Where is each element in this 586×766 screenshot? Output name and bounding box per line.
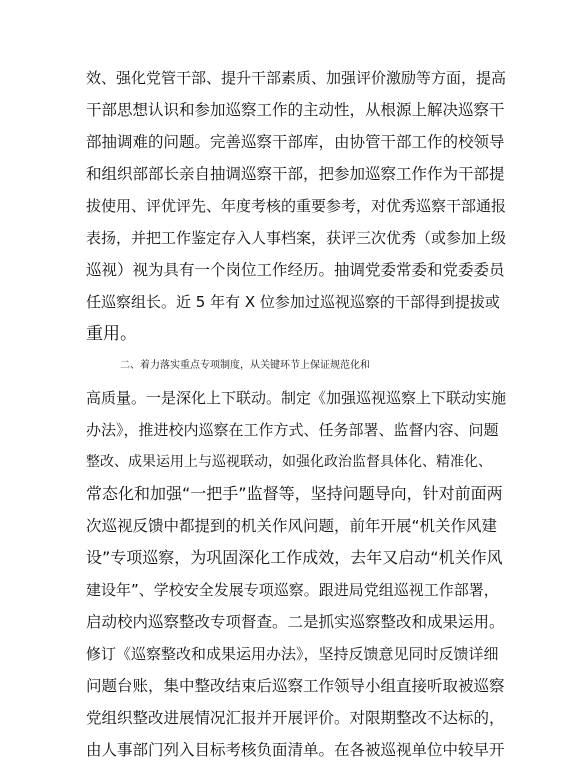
section-heading-line: 二、着力落实重点专项制度，从关键环节上保证规范化和 [120, 360, 370, 371]
text-line: 效、强化党管干部、提升干部素质、加强评价激励等方面，提高 [86, 69, 507, 87]
text-line: 次巡视反馈中都提到的机关作风问题，前年开展“机关作风建 [86, 517, 498, 535]
text-line: 建设年”、学校安全发展专项巡察。跟进局党组巡视工作部署， [86, 581, 499, 599]
text-line: 由人事部门列入目标考核负面清单。在各被巡视单位中较早开 [86, 741, 505, 759]
text-line: 党组织整改进展情况汇报并开展评价。对限期整改不达标的， [86, 709, 505, 727]
text-line: 拔使用、评优评先、年度考核的重要参考，对优秀巡察干部通报 [86, 197, 507, 215]
text-line: 高质量。一是深化上下联动。制定《加强巡视巡察上下联动实施 [86, 389, 507, 407]
text-line: 巡视）视为具有一个岗位工作经历。抽调党委常委和党委委员 [86, 261, 505, 279]
text-line: 启动校内巡察整改专项督查。二是抓实巡察整改和成果运用。 [86, 613, 505, 631]
text-line: 部抽调难的问题。完善巡察干部库，由协管干部工作的校领导 [86, 133, 505, 151]
text-line: 任巡察组长。近 5 年有 X 位参加过巡视巡察的干部得到提拔或 [86, 293, 500, 311]
text-line: 干部思想认识和参加巡察工作的主动性，从根源上解决巡察干 [86, 101, 505, 119]
text-line: 设”专项巡察，为巩固深化工作成效，去年又启动“机关作风 [86, 548, 503, 567]
text-line: 修订《巡察整改和成果运用办法》，坚持反馈意见同时反馈详细 [86, 645, 499, 663]
text-line: 重用。 [86, 324, 137, 344]
text-line: 问题台账，集中整改结束后巡察工作领导小组直接听取被巡察 [86, 677, 505, 695]
text-line: 办法》，推进校内巡察在工作方式、任务部署、监督内容、问题 [86, 421, 499, 439]
text-line: 整改、成果运用上与巡视联动，如强化政治监督具体化、精准化、 [86, 454, 492, 470]
text-line: 和组织部部长亲自抽调巡察干部，把参加巡察工作作为干部提 [86, 165, 505, 183]
text-line: 表扬，并把工作鉴定存入人事档案，获评三次优秀（或参加上级 [86, 229, 507, 247]
text-line: 常态化和加强“一把手”监督等，坚持问题导向，针对前面两 [86, 484, 503, 503]
